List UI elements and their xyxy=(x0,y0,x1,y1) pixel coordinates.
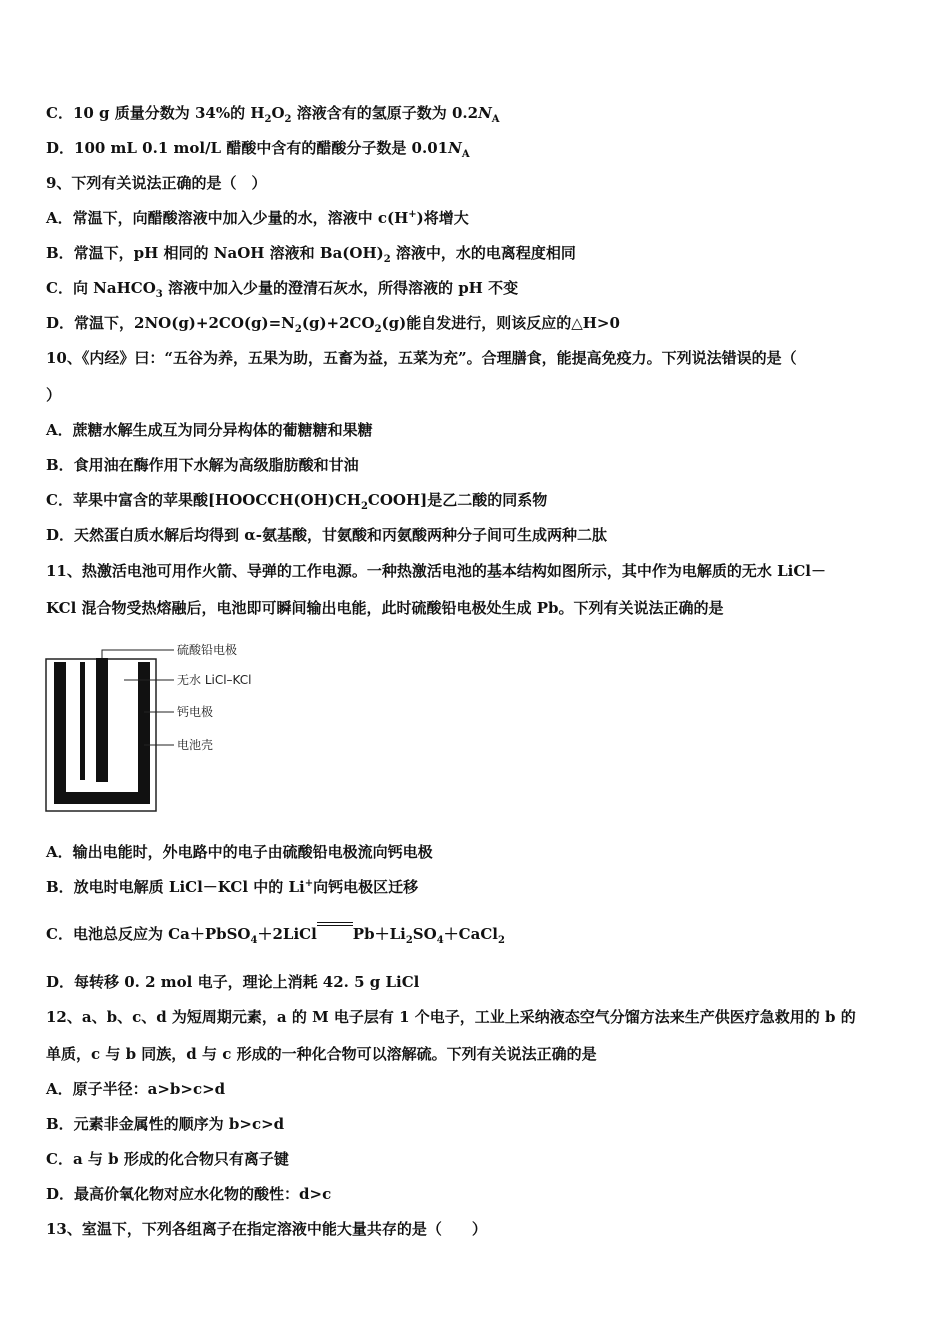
q12-option-d: D．最高价氧化物对应水化物的酸性：d>c xyxy=(46,1185,332,1203)
q11-option-c: C．电池总反应为 Ca＋PbSO$_4$＋2LiCl $Pb+Li_2SO_4+CaCl_2$ xyxy=(46,924,505,945)
label-anhydrous-licl-kcl: 无水 LiCl–KCl xyxy=(177,673,252,687)
q8-option-d: D．100 mL 0.1 mol/L 醋酸中含有的醋酸分子数是 $0.01N_A$ xyxy=(46,139,470,160)
calcium-electrode xyxy=(80,662,85,780)
q10-stem-line1: 10、《内经》曰：“五谷为养，五果为助，五畜为益，五菜为充”。合理膳食，能提高免疫力。下列说法错误的是（ xyxy=(46,349,797,367)
q12-option-a: A．原子半径：a>b>c>d xyxy=(46,1080,226,1098)
label-battery-shell: 电池壳 xyxy=(177,738,214,752)
battery-structure-figure xyxy=(40,632,280,818)
q9-option-d: D．常温下，$2NO(g)+2CO(g)=N_2(g)+2CO_2(g)$能自发进行，则该反应的△H>0 xyxy=(46,314,620,335)
q9-option-a: A．常温下，向醋酸溶液中加入少量的水，溶液中 c(H+)将增大 xyxy=(46,209,469,227)
q10-option-b: B．食用油在酶作用下水解为高级脂肪酸和甘油 xyxy=(46,456,359,474)
q10-option-d: D．天然蛋白质水解后均得到 α-氨基酸，甘氨酸和丙氨酸两种分子间可生成两种二肽 xyxy=(46,526,608,544)
q10-stem-line2: ） xyxy=(46,386,62,404)
lead-sulfate-electrode xyxy=(96,658,108,782)
q9-option-c: C．向 NaHCO$_3$ 溶液中加入少量的澄清石灰水，所得溶液的 pH 不变 xyxy=(46,279,519,300)
q12-option-b: B．元素非金属性的顺序为 b>c>d xyxy=(46,1115,285,1133)
label-calcium-electrode: 钙电极 xyxy=(177,705,214,719)
q11-stem-line2: KCl 混合物受热熔融后，电池即可瞬间输出电能，此时硫酸铅电极处生成 Pb。下列有关说法正确的是 xyxy=(46,599,724,617)
q11-option-a: A．输出电能时，外电路中的电子由硫酸铅电极流向钙电极 xyxy=(46,843,433,861)
q11-stem-line1: 11、热激活电池可用作火箭、导弹的工作电源。一种热激活电池的基本结构如图所示，其中作为电解质的无水 LiCl－ xyxy=(46,562,826,580)
q12-stem-line1: 12、a、b、c、d 为短周期元素，a 的 M 电子层有 1 个电子，工业上采纳液态空气分馏方法来生产供医疗急救用的 b 的 xyxy=(46,1008,856,1026)
q11-option-d: D．每转移 0. 2 mol 电子，理论上消耗 42. 5 g LiCl xyxy=(46,973,420,991)
label-lead-sulfate-electrode: 硫酸铅电极 xyxy=(177,643,238,657)
q9-option-b: B．常温下，pH 相同的 NaOH 溶液和 $Ba(OH)_2$ 溶液中，水的电离程度相同 xyxy=(46,244,576,265)
q13-stem: 13、室温下，下列各组离子在指定溶液中能大量共存的是（ ） xyxy=(46,1220,487,1238)
leader-line-1 xyxy=(102,650,174,658)
q11-option-b: B．放电时电解质 LiCl－KCl 中的 Li+向钙电极区迁移 xyxy=(46,878,419,896)
q12-option-c: C．a 与 b 形成的化合物只有离子键 xyxy=(46,1150,289,1168)
reaction-arrow-icon xyxy=(317,925,353,945)
q10-option-c: C．苹果中富含的苹果酸$[HOOCCH(OH)CH_2COOH]$是乙二酸的同系物 xyxy=(46,491,548,512)
q12-stem-line2: 单质，c 与 b 同族，d 与 c 形成的一种化合物可以溶解硫。下列有关说法正确的是 xyxy=(46,1045,597,1063)
q9-stem: 9、下列有关说法正确的是（ ） xyxy=(46,174,267,192)
q8-option-c: C．10 g 质量分数为 34%的 $H_2O_2$ 溶液含有的氢原子数为 $0.2N_A$ xyxy=(46,104,500,125)
q10-option-a: A．蔗糖水解生成互为同分异构体的葡糖糖和果糖 xyxy=(46,421,373,439)
